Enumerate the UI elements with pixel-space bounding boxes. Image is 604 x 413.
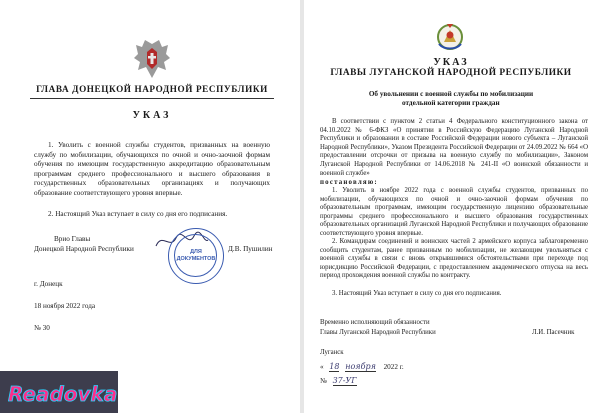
preamble: В соответствии с пунктом 2 статьи 4 Федерального конституционного закона от 04.10.2022 № 6-ФКЗ «О принятии в Российскую Федерацию Луганской Народной Республики и образовании в составе Российской Федерации нового субъекта – Луганской Народной Республики», Указом Президента Российской Федерации от 24.09.2022 № 664 «О предоставлении отсрочки от призыва на военную службу по мобилизации», Законом Луганской Народной Республики от 14.06.2018 № 241-II «О воинской обязанности и военной службе» <box>320 118 588 177</box>
lnr-decree-page <box>306 0 604 413</box>
number-prefix: № <box>320 377 327 385</box>
authority-heading: ГЛАВА ДОНЕЦКОЙ НАРОДНОЙ РЕСПУБЛИКИ <box>36 84 268 94</box>
subject-line-2: отдельной категории граждан <box>402 99 500 107</box>
decree-paragraph-1: 1. Уволить в ноябре 2022 года с военной службы студентов, призванных по мобилизации, обучающихся по очной и очно-заочной формам обучения по образовательным программам, имеющим государственную лицензию образовательные программы среднего профессионального и высшего образования государственных образовательных организаций Луганской Народной Республики и получающих образование соответствующего уровня впервые. <box>320 187 588 237</box>
decree-paragraph-2: 2. Настоящий Указ вступает в силу со дня его подписания. <box>48 210 228 218</box>
page-divider <box>300 0 304 413</box>
stamp-text-line-1: ДЛЯ <box>190 249 202 255</box>
dnr-coat-of-arms-icon <box>132 38 172 80</box>
decree-paragraph-1: 1. Уволить с военной службы студентов, призванных на военную службу по мобилизации, обучающихся по очной и очно-заочной формам обучения по имеющим государственную аккредитацию образовательным программам среднего профессионального и высшего образования в государственных образовательных организациях и получающих образование соответствующего уровня впервые. <box>34 141 270 197</box>
signer-title-line-1: Временно исполняющий обязанности <box>320 319 430 326</box>
date-prefix: « <box>320 363 324 371</box>
date-month: ноября <box>345 362 376 371</box>
svg-text:Readovka: Readovka <box>8 382 118 406</box>
official-stamp <box>168 228 224 284</box>
signer-name: Л.И. Пасечник <box>532 329 575 336</box>
place: Луганск <box>320 349 344 356</box>
decree-paragraph-2: 2. Командирам соединений и воинских частей 2 армейского корпуса заблаговременно сообщить студентам, ранее призванным по мобилизации, не желающим увольняться с военной службы в связи с вновь открывшимися обстоятельствами при переходе под юрисдикцию Российской Федерации, с предоставлением академического отпуска на весь период прохождения военной службы по контракту. <box>320 238 588 280</box>
decree-title: УКАЗ <box>132 110 172 121</box>
date-line <box>320 362 470 376</box>
heading-underline <box>30 98 274 99</box>
signer-title-line-2: Главы Луганской Народной Республики <box>320 329 436 336</box>
decree-number: № 30 <box>34 324 50 332</box>
lnr-coat-of-arms-icon <box>436 22 464 52</box>
subject-line-1: Об увольнении с военной службы по мобилизации <box>368 90 534 98</box>
date-year: 2022 г. <box>383 363 404 371</box>
number-line <box>320 376 440 390</box>
signer-title-line-2: Донецкой Народной Республики <box>34 245 134 253</box>
date-day: 18 <box>329 362 340 371</box>
decree-title: УКАЗ <box>433 57 469 68</box>
decree-paragraph-3: 3. Настоящий Указ вступает в силу со дня его подписания. <box>332 290 502 297</box>
signer-name: Д.В. Пушилин <box>228 245 273 253</box>
place: г. Донецк <box>34 280 63 288</box>
stamp-text-line-2: ДОКУМЕНТОВ <box>176 255 216 262</box>
dnr-decree-page <box>0 0 298 413</box>
number-value: 37-УГ <box>332 376 357 385</box>
decree-verb: постановляю: <box>320 179 378 186</box>
authority-heading: ГЛАВЫ ЛУГАНСКОЙ НАРОДНОЙ РЕСПУБЛИКИ <box>330 68 572 78</box>
signer-title-line-1: Врио Главы <box>54 235 91 243</box>
readovka-logo <box>0 363 118 413</box>
date: 18 ноября 2022 года <box>34 302 96 310</box>
